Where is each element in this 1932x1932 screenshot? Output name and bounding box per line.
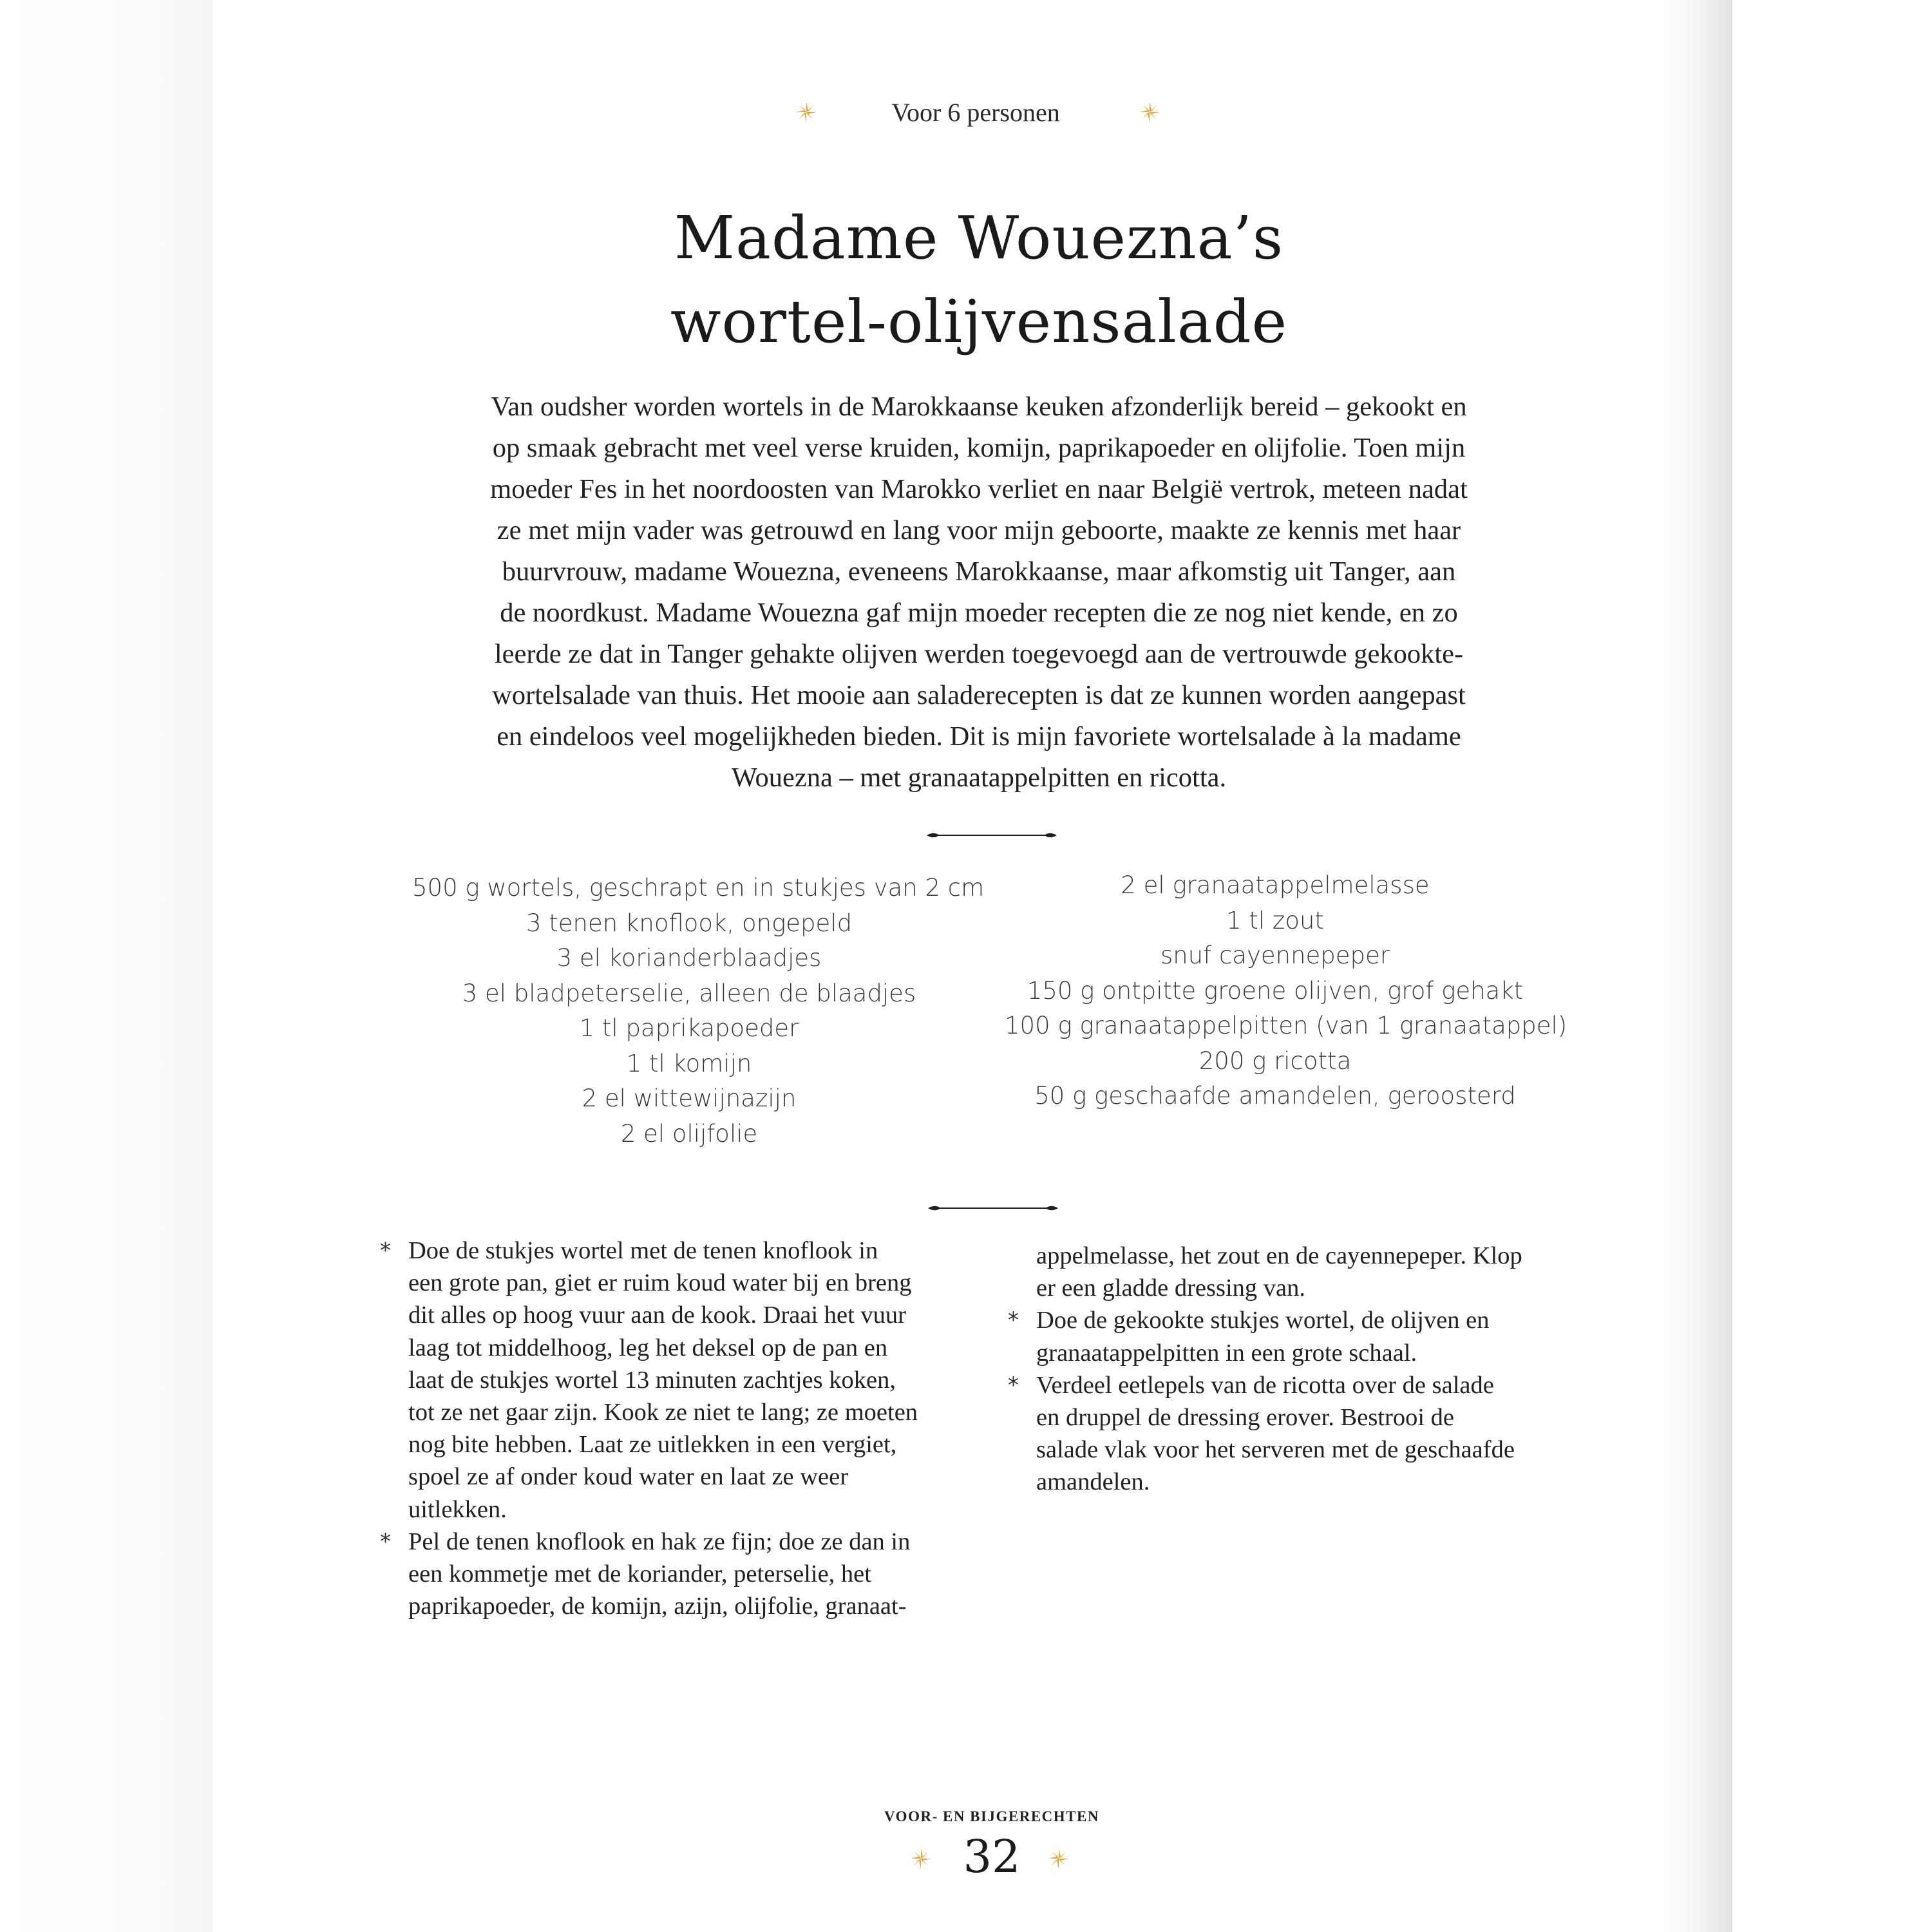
ingredient-item: snuf cayennepeper (1160, 942, 1390, 969)
method-line: dit alles op hoog vuur aan de kook. Draai het vuur (408, 1302, 907, 1329)
asterisk-bullet: * (380, 1528, 391, 1555)
intro-paragraph (412, 386, 1546, 799)
method-column-right (1008, 1240, 1587, 1499)
asterisk-bullet: * (380, 1238, 391, 1264)
intro-line: ze met mijn vader was getrouwd en lang voor mijn geboorte, maakte ze kennis met haar (497, 515, 1461, 545)
ingredient-item: 1 tl paprikapoeder (579, 1014, 799, 1042)
method-line: appelmelasse, het zout en de cayennepeper. Klop (1036, 1242, 1522, 1269)
method-line: paprikapoeder, de komijn, azijn, olijfolie, granaat- (408, 1593, 907, 1620)
method-line: amandelen. (1036, 1468, 1150, 1496)
method-step (380, 1526, 972, 1623)
method-line: een grote pan, giet er ruim koud water bij en breng (408, 1269, 912, 1297)
method-line: uitlekken. (408, 1495, 507, 1523)
method-line: tot ze net gaar zijn. Kook ze niet te lang; ze moeten (408, 1399, 918, 1426)
intro-line: op smaak gebracht met veel verse kruiden, komijn, paprikapoeder en olijfolie. Toen mijn (492, 433, 1466, 463)
method-line: een kommetje met de koriander, peterselie, het (408, 1560, 871, 1588)
intro-line: Van oudsher worden wortels in de Marokkaanse keuken afzonderlijk bereid – gekookt en (491, 392, 1467, 422)
recipe-title (580, 196, 1378, 364)
method-line: Doe de stukjes wortel met de tenen knoflook in (408, 1237, 878, 1264)
intro-line: en eindeloos veel mogelijkheden bieden. Dit is mijn favoriete wortelsalade à la madame (497, 721, 1461, 752)
recipe-title-line: Madame Wouezna’s (674, 204, 1284, 272)
ingredient-item: 2 el olijfolie (620, 1119, 758, 1148)
spiral-star-icon (1137, 99, 1162, 125)
method-line: salade vlak voor het serveren met de geschaafde (1036, 1436, 1515, 1464)
method-column-left (380, 1235, 972, 1622)
ingredient-item: 50 g geschaafde amandelen, geroosterd (1034, 1082, 1516, 1110)
method-line: Pel de tenen knoflook en hak ze fijn; doe ze dan in (408, 1528, 911, 1555)
method-line: granaatappelpitten in een grote schaal. (1036, 1339, 1417, 1367)
page-left-edge (0, 0, 213, 1932)
method-line: spoel ze af onder koud water en laat ze weer (408, 1463, 849, 1491)
page-number: 32 (963, 1830, 1021, 1883)
method-step (1008, 1304, 1587, 1368)
page-gutter-shadow (1662, 0, 1732, 1932)
ingredient-item: 1 tl komijn (626, 1049, 752, 1077)
method-line: en druppel de dressing erover. Bestrooi de (1036, 1404, 1454, 1432)
asterisk-bullet: * (1008, 1372, 1019, 1398)
ingredients-list-right (1005, 868, 1567, 1114)
ingredients-list-left (412, 871, 985, 1151)
ingredient-item: 500 g wortels, geschrapt en in stukjes van 2 cm (412, 874, 985, 902)
ingredient-item: 3 el korianderblaadjes (556, 944, 822, 972)
ingredient-item: 2 el granaatappelmelasse (1121, 871, 1430, 899)
method-line: laat de stukjes wortel 13 minuten zachtjes koken, (408, 1366, 896, 1394)
ingredient-item: 3 tenen knoflook, ongepeld (526, 909, 853, 937)
ornamental-divider (924, 829, 1059, 842)
intro-line: Wouezna – met granaatappelpitten en ricotta. (731, 762, 1227, 793)
intro-line: moeder Fes in het noordoosten van Marokko verliet en naar België vertrok, meteen nadat (490, 474, 1468, 504)
asterisk-bullet: * (1008, 1307, 1019, 1334)
method-step-continuation (1008, 1240, 1587, 1304)
method-line: nog bite hebben. Laat ze uitlekken in een vergiet, (408, 1431, 897, 1459)
servings-label: Voor 6 personen (891, 98, 1060, 127)
recipe-title-line: wortel-olijvensalade (670, 287, 1288, 356)
method-line: Verdeel eetlepels van de ricotta over de salade (1036, 1371, 1494, 1399)
method-line: laag tot middelhoog, leg het deksel op de pan en (408, 1334, 888, 1361)
ornamental-divider (925, 1202, 1061, 1215)
method-line: Doe de gekookte stukjes wortel, de olijven en (1036, 1307, 1490, 1334)
ingredient-item: 1 tl zout (1226, 906, 1324, 934)
method-step (1008, 1369, 1587, 1499)
ingredient-item: 2 el wittewijnazijn (582, 1084, 797, 1112)
spiral-star-icon (1046, 1846, 1072, 1871)
section-name: VOOR- EN BIJGERECHTEN (884, 1808, 1099, 1824)
intro-line: leerde ze dat in Tanger gehakte olijven werden toegevoegd aan de vertrouwde gekookte- (494, 639, 1464, 669)
intro-line: wortelsalade van thuis. Het mooie aan saladerecepten is dat ze kunnen worden aangepast (492, 680, 1466, 710)
ingredient-item: 150 g ontpitte groene olijven, grof gehakt (1027, 976, 1524, 1005)
ingredient-item: 200 g ricotta (1198, 1046, 1352, 1075)
ingredient-item: 100 g granaatappelpitten (van 1 granaatappel) (1005, 1012, 1567, 1039)
method-line: er een gladde dressing van. (1036, 1274, 1305, 1302)
ingredient-item: 3 el bladpeterselie, alleen de blaadjes (462, 979, 916, 1007)
intro-line: de noordkust. Madame Wouezna gaf mijn moeder recepten die ze nog niet kende, en zo (500, 598, 1458, 628)
intro-line: buurvrouw, madame Wouezna, eveneens Marokkaanse, maar afkomstig uit Tanger, aan (502, 556, 1456, 587)
page-right-margin (1732, 0, 1932, 1932)
method-step (380, 1235, 972, 1526)
